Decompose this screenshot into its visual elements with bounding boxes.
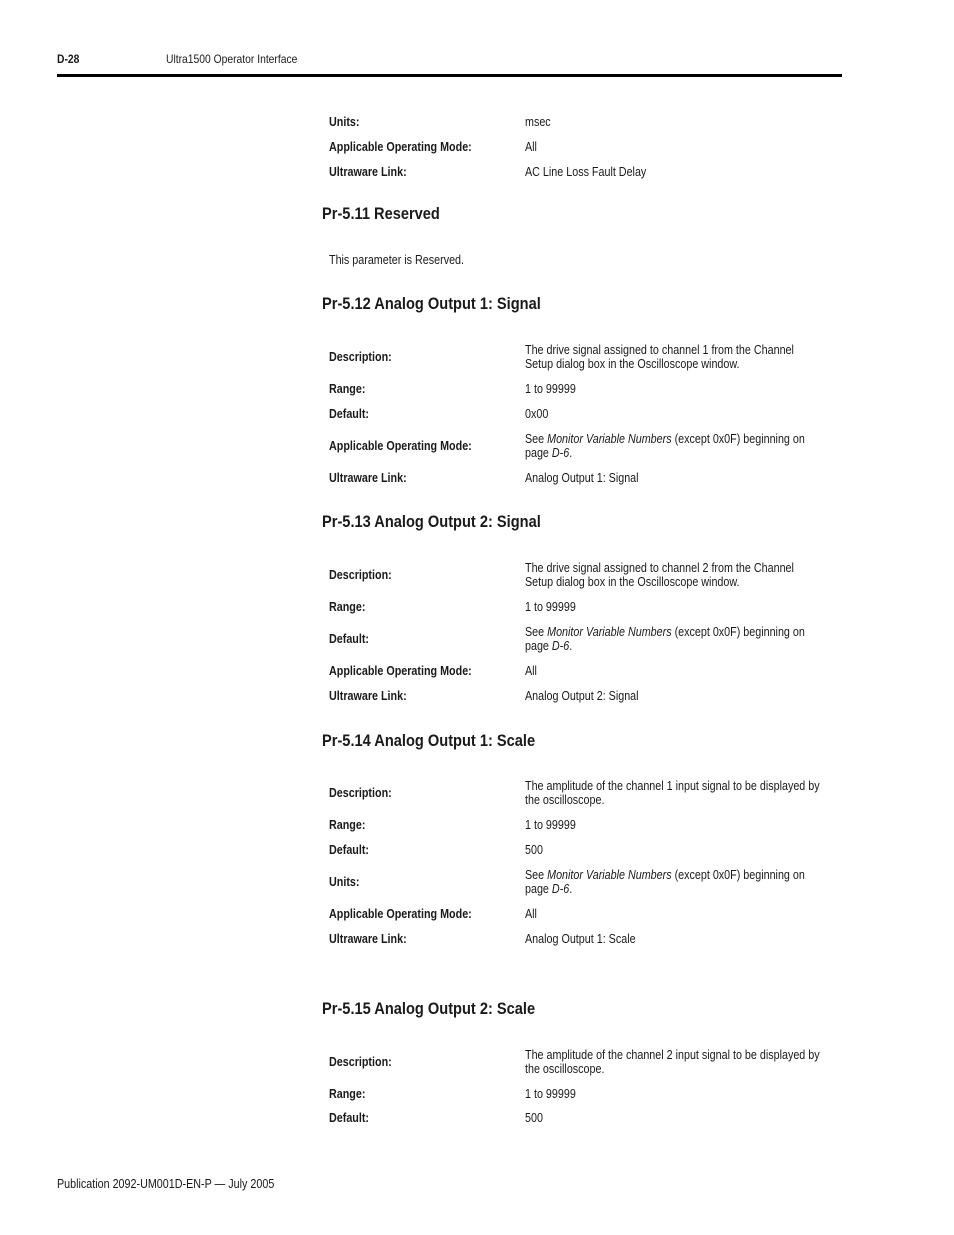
running-header-title: Ultra1500 Operator Interface <box>166 52 298 66</box>
reference-link-text: Monitor Variable Numbers <box>547 625 672 639</box>
link-label: Ultraware Link: <box>329 165 407 179</box>
default-label: Default: <box>329 1111 370 1125</box>
link-value: Analog Output 1: Signal <box>525 471 639 485</box>
description-line: The drive signal assigned to channel 2 from the Channel <box>525 561 794 575</box>
link-label: Ultraware Link: <box>329 932 407 946</box>
page-number: D-28 <box>57 52 80 66</box>
range-label: Range: <box>329 382 366 396</box>
description-label: Description: <box>329 1055 392 1069</box>
description-value <box>525 779 843 807</box>
text-run: page <box>525 639 552 653</box>
text-run: (except 0x0F) beginning on <box>671 868 805 882</box>
mode-label: Applicable Operating Mode: <box>329 439 472 453</box>
section-title-pr515: Pr-5.15 Analog Output 2: Scale <box>322 999 536 1018</box>
description-line: Setup dialog box in the Oscilloscope window. <box>525 575 740 589</box>
mode-value: All <box>525 664 537 678</box>
default-value <box>525 625 843 653</box>
text-run: . <box>569 882 573 896</box>
range-value: 1 to 99999 <box>525 1087 576 1101</box>
section-title-pr511: Pr-5.11 Reserved <box>322 204 440 223</box>
default-value: 500 <box>525 843 543 857</box>
range-value: 1 to 99999 <box>525 382 576 396</box>
description-value <box>525 1048 843 1076</box>
description-label: Description: <box>329 350 392 364</box>
description-line: the oscilloscope. <box>525 793 605 807</box>
text-run: . <box>569 446 573 460</box>
link-value: AC Line Loss Fault Delay <box>525 165 647 179</box>
range-label: Range: <box>329 1087 366 1101</box>
link-value: Analog Output 1: Scale <box>525 932 636 946</box>
range-value: 1 to 99999 <box>525 818 576 832</box>
text-run: (except 0x0F) beginning on <box>671 625 805 639</box>
description-label: Description: <box>329 786 392 800</box>
text-run: . <box>569 639 573 653</box>
pr511-text: This parameter is Reserved. <box>329 253 465 267</box>
page-reference: D-6 <box>551 639 570 653</box>
range-label: Range: <box>329 600 366 614</box>
mode-label: Applicable Operating Mode: <box>329 664 472 678</box>
section-title-pr513: Pr-5.13 Analog Output 2: Signal <box>322 512 541 531</box>
header-rule <box>57 74 842 77</box>
description-line: Setup dialog box in the Oscilloscope window. <box>525 357 740 371</box>
default-label: Default: <box>329 843 370 857</box>
page-reference: D-6 <box>551 446 570 460</box>
description-line: The drive signal assigned to channel 1 from the Channel <box>525 343 794 357</box>
description-value <box>525 561 843 589</box>
description-line: The amplitude of the channel 2 input signal to be displayed by <box>525 1048 820 1062</box>
reference-link-text: Monitor Variable Numbers <box>547 868 672 882</box>
description-label: Description: <box>329 568 392 582</box>
text-run: page <box>525 446 552 460</box>
mode-value: All <box>525 140 537 154</box>
units-value: msec <box>525 115 551 129</box>
link-label: Ultraware Link: <box>329 471 407 485</box>
default-label: Default: <box>329 632 370 646</box>
description-value <box>525 343 843 371</box>
default-value: 0x00 <box>525 407 549 421</box>
link-label: Ultraware Link: <box>329 689 407 703</box>
publication-footer: Publication 2092-UM001D-EN-P — July 2005 <box>57 1177 275 1191</box>
text-run: See <box>525 625 548 639</box>
description-line: the oscilloscope. <box>525 1062 605 1076</box>
text-run: See <box>525 432 548 446</box>
default-value: 500 <box>525 1111 543 1125</box>
units-label: Units: <box>329 875 360 889</box>
range-label: Range: <box>329 818 366 832</box>
mode-value <box>525 432 843 460</box>
description-line: The amplitude of the channel 1 input signal to be displayed by <box>525 779 820 793</box>
mode-label: Applicable Operating Mode: <box>329 140 472 154</box>
text-run: (except 0x0F) beginning on <box>671 432 805 446</box>
section-title-pr514: Pr-5.14 Analog Output 1: Scale <box>322 731 536 750</box>
section-title-pr512: Pr-5.12 Analog Output 1: Signal <box>322 294 541 313</box>
text-run: page <box>525 882 552 896</box>
link-value: Analog Output 2: Signal <box>525 689 639 703</box>
units-value <box>525 868 843 896</box>
range-value: 1 to 99999 <box>525 600 576 614</box>
units-label: Units: <box>329 115 360 129</box>
mode-label: Applicable Operating Mode: <box>329 907 472 921</box>
default-label: Default: <box>329 407 370 421</box>
text-run: See <box>525 868 548 882</box>
mode-value: All <box>525 907 537 921</box>
reference-link-text: Monitor Variable Numbers <box>547 432 672 446</box>
page-reference: D-6 <box>551 882 570 896</box>
